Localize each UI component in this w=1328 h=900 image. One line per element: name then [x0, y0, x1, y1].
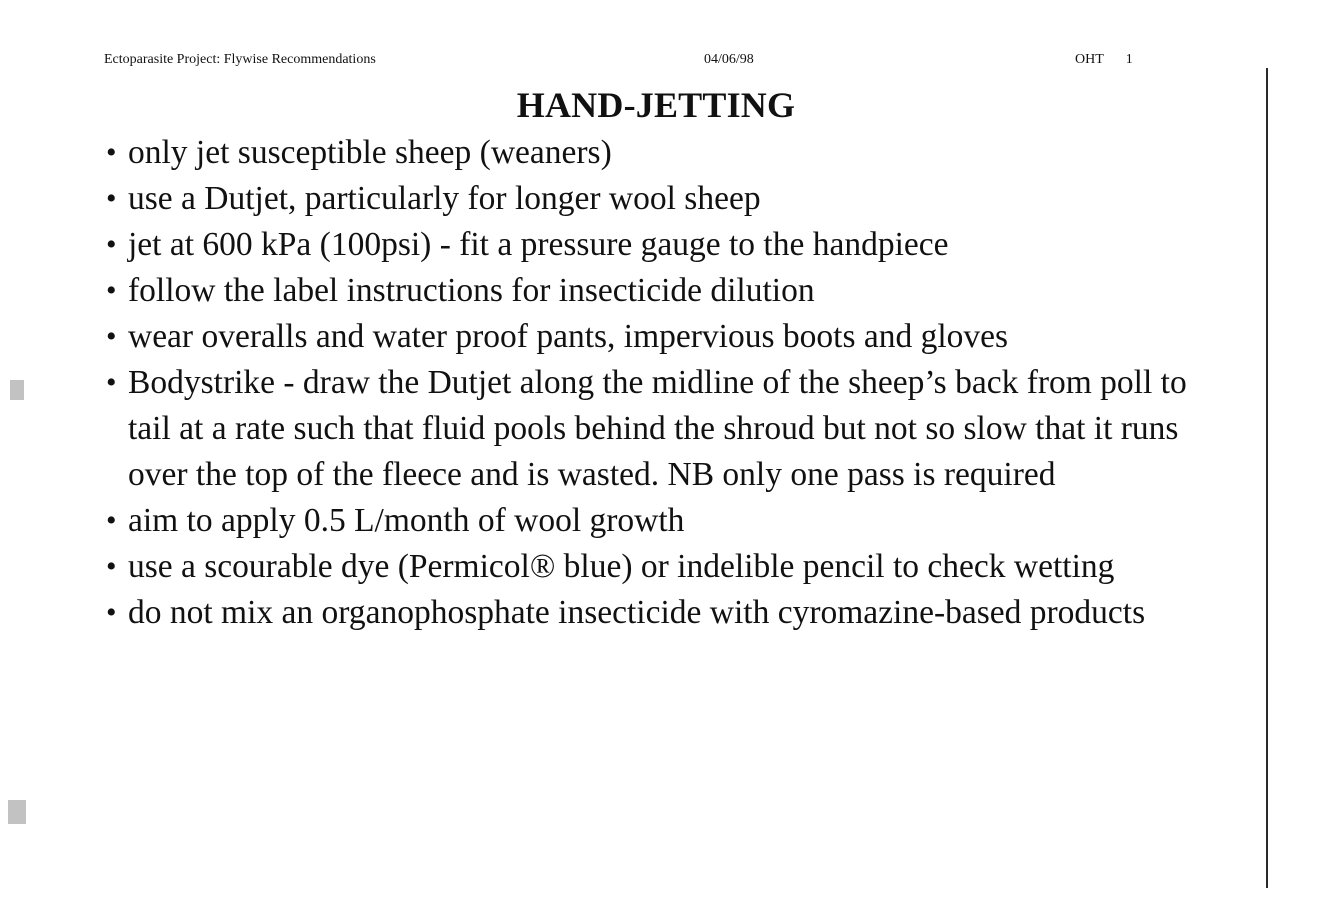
list-item-text: Bodystrike - draw the Dutjet along the midline of the sheep’s back from poll to tail at a rate such that fluid pools behind the shroud but not so slow that it runs over the top of the fleece and is wasted. NB only one pass is required — [128, 364, 1187, 493]
header-oht-label: OHT — [1075, 52, 1104, 67]
list-item — [104, 222, 1204, 268]
bullet-icon: • — [106, 504, 117, 537]
list-item — [104, 544, 1204, 590]
list-item-text: jet at 600 kPa (100psi) - fit a pressure gauge to the handpiece — [128, 226, 949, 263]
list-item-text: aim to apply 0.5 L/month of wool growth — [128, 502, 685, 539]
list-item — [104, 268, 1204, 314]
bullet-icon: • — [106, 136, 117, 169]
header-page-ref — [1075, 52, 1133, 68]
bullet-icon: • — [106, 550, 117, 583]
list-item-text: follow the label instructions for insecticide dilution — [128, 272, 815, 309]
bullet-icon: • — [106, 320, 117, 353]
scan-artifact — [10, 380, 24, 400]
list-item-text: use a Dutjet, particularly for longer wool sheep — [128, 180, 761, 217]
list-item — [104, 314, 1204, 360]
list-item — [104, 498, 1204, 544]
header-date: 04/06/98 — [704, 52, 754, 67]
scan-artifact — [8, 800, 26, 824]
bullet-icon: • — [106, 228, 117, 261]
list-item — [104, 130, 1204, 176]
header-project-title: Ectoparasite Project: Flywise Recommendations — [104, 52, 376, 67]
list-item-text: wear overalls and water proof pants, impervious boots and gloves — [128, 318, 1009, 355]
list-item-text: only jet susceptible sheep (weaners) — [128, 134, 612, 171]
list-item — [104, 176, 1204, 222]
bullet-icon: • — [106, 596, 117, 629]
list-item — [104, 590, 1204, 636]
list-item — [104, 360, 1204, 498]
header-page-number: 1 — [1125, 52, 1133, 67]
list-item-text: do not mix an organophosphate insecticide with cyromazine-based products — [128, 594, 1146, 631]
bullet-icon: • — [106, 366, 117, 399]
bullet-icon: • — [106, 182, 117, 215]
page-edge-line — [1266, 68, 1268, 888]
bullet-icon: • — [106, 274, 117, 307]
list-item-text: use a scourable dye (Permicol® blue) or indelible pencil to check wetting — [128, 548, 1115, 585]
recommendation-list — [104, 130, 1204, 636]
page-title: HAND-JETTING — [516, 85, 796, 125]
